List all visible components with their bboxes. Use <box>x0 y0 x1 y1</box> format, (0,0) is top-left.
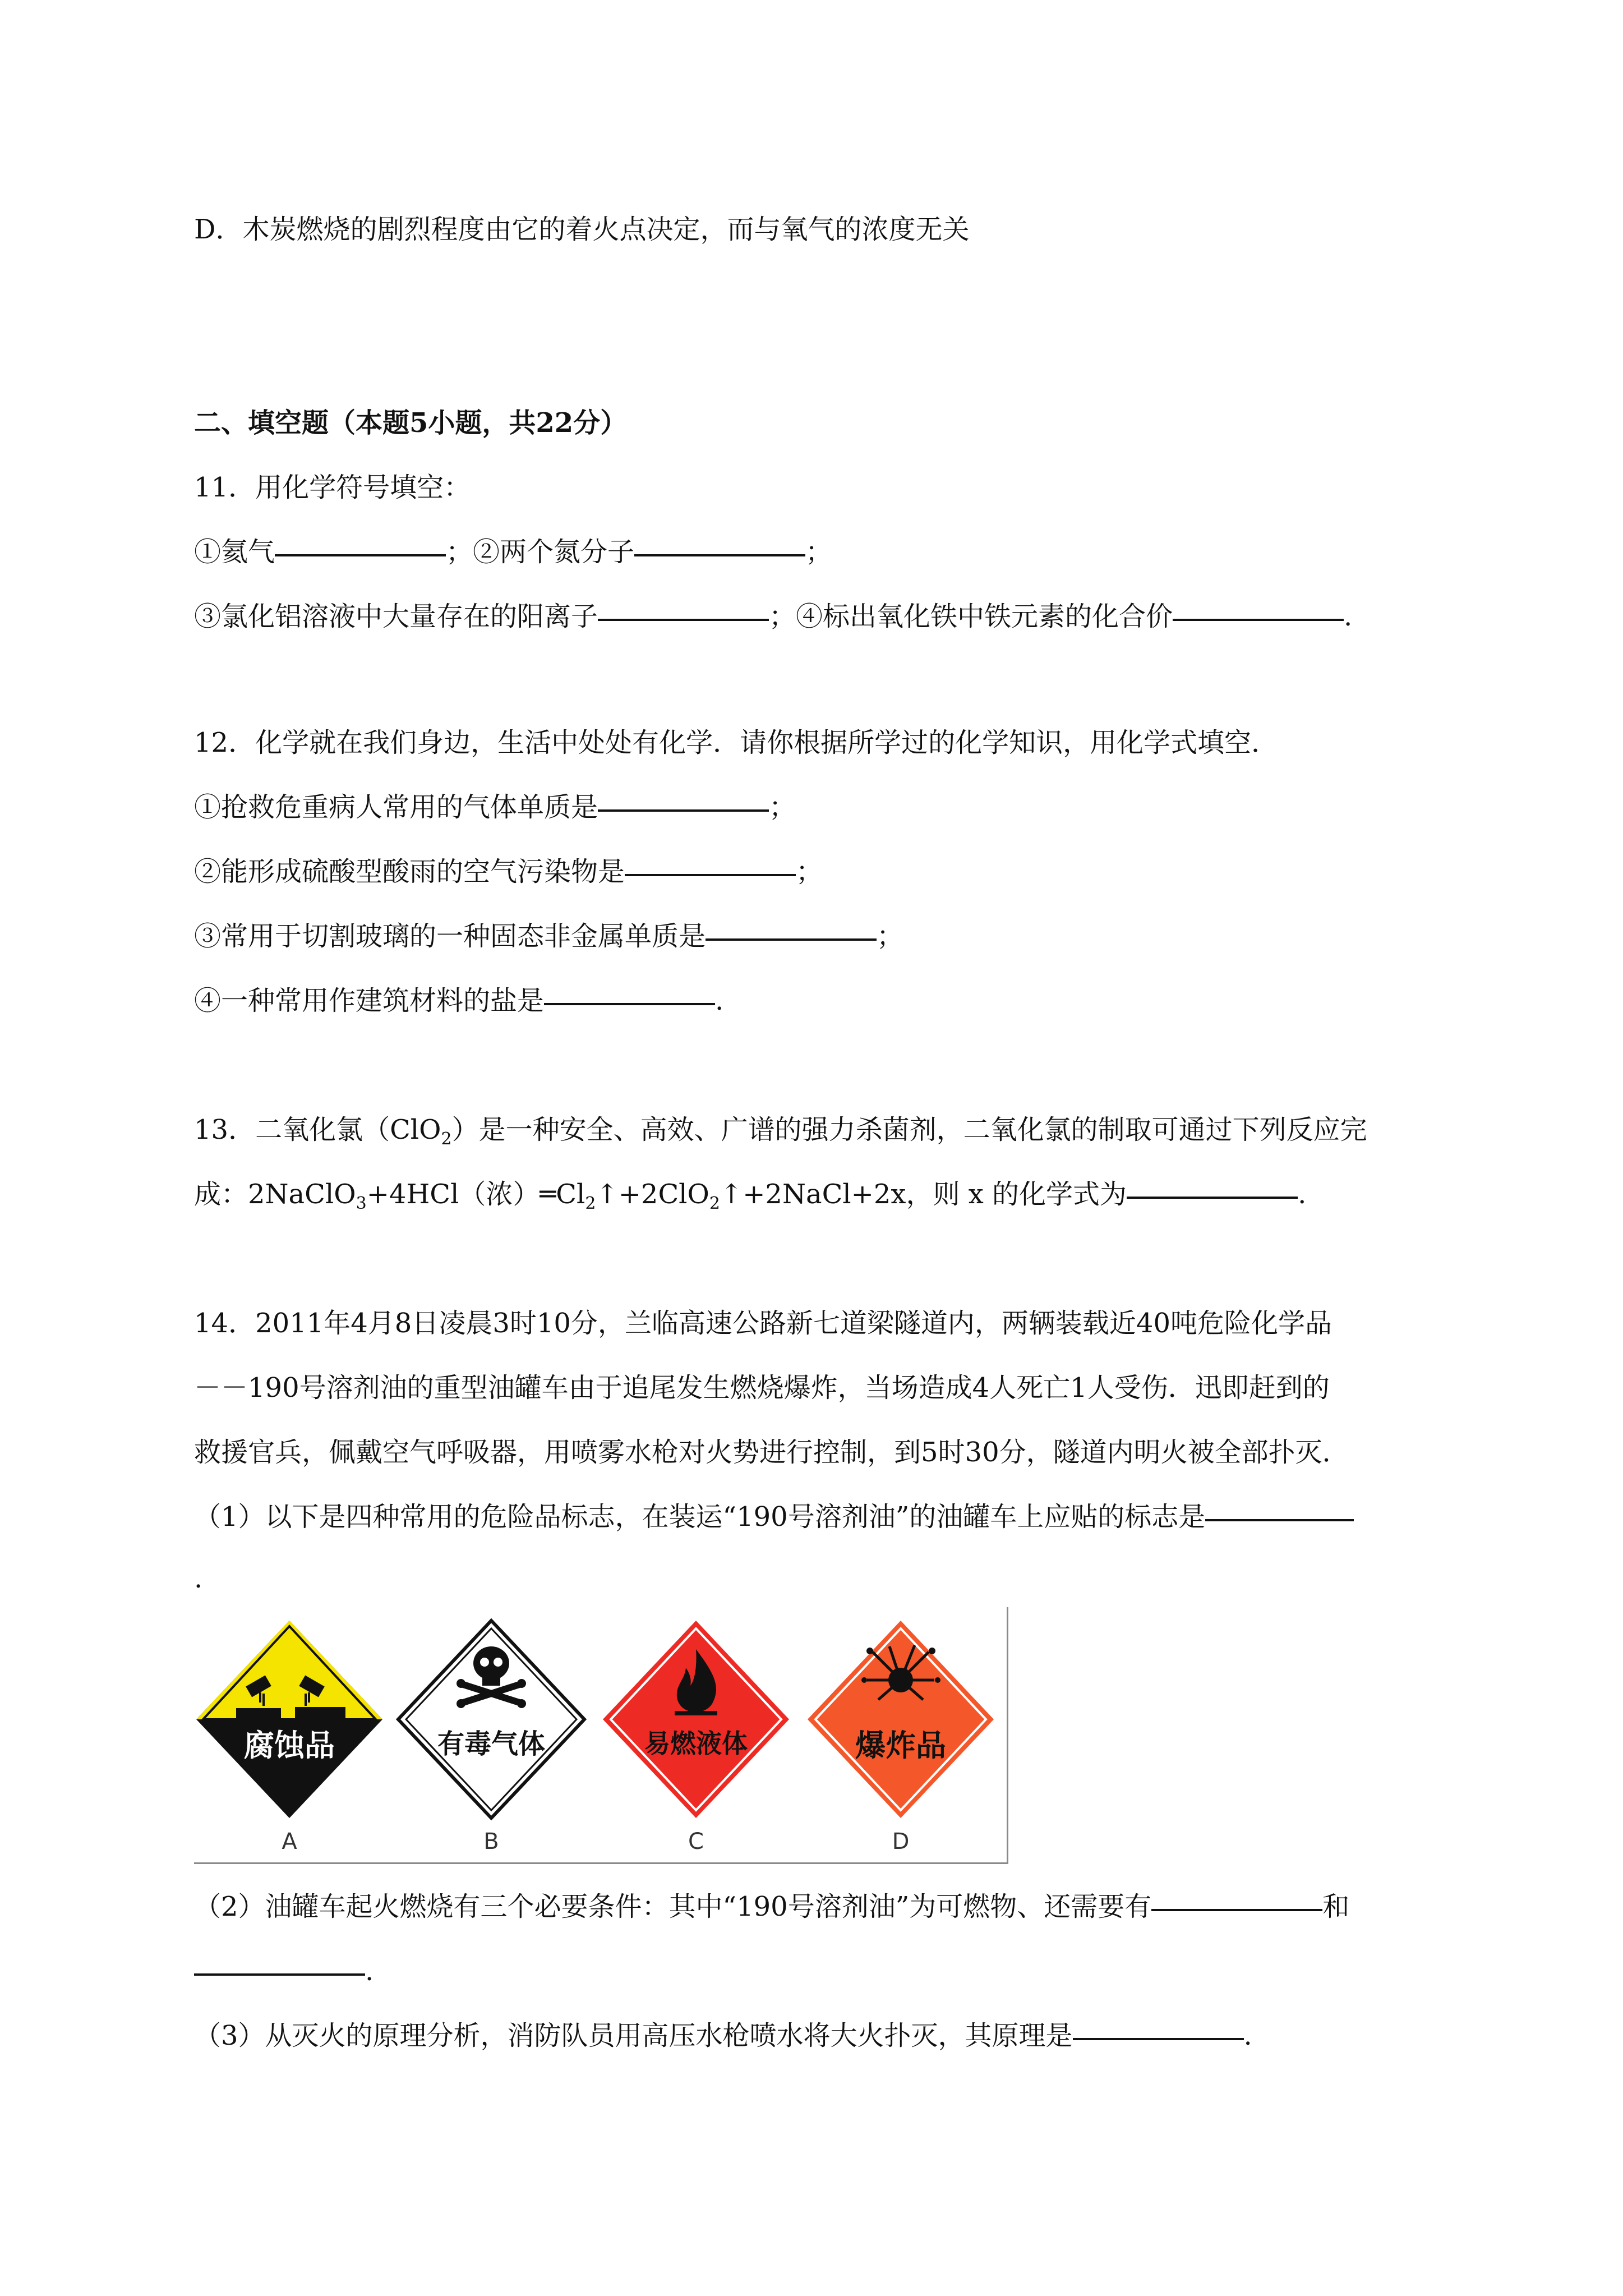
explosion-icon <box>805 1618 996 1820</box>
sign-b-toxic-gas[interactable] <box>396 1618 587 1855</box>
q12-item4: ④一种常用作建筑材料的盐是 . <box>194 985 724 1016</box>
q14-sub2: （2）油罐车起火燃烧有三个必要条件：其中“190号溶剂油”为可燃物、还需要有 和 <box>194 1891 1350 1922</box>
sign-d-letter: D <box>892 1829 910 1855</box>
q14-paragraph-line1: 14．2011年4月8日凌晨3时10分，兰临高速公路新七道梁隧道内，两辆装载近40吨危险化学品 <box>194 1308 1332 1339</box>
q12-item3: ③常用于切割玻璃的一种固态非金属单质是 ； <box>194 921 904 952</box>
q12-item1: ①抢救危重病人常用的气体单质是 ； <box>194 792 796 823</box>
answer-blank[interactable] <box>706 938 877 941</box>
answer-blank[interactable] <box>598 809 769 812</box>
q11-stem: 11．用化学符号填空： <box>194 472 471 503</box>
q14-sub2-end: . <box>194 1958 374 1985</box>
skull-crossbones-icon <box>396 1618 587 1820</box>
q14-sub1-end: . <box>194 1563 203 1594</box>
q14-paragraph-line3: 救援官兵，佩戴空气呼吸器，用喷雾水枪对火势进行控制，到5时30分，隧道内明火被全部扑灭． <box>194 1437 1349 1468</box>
sign-c-label: 易燃液体 <box>644 1728 748 1759</box>
sign-c-flammable-liquid[interactable] <box>601 1618 791 1855</box>
sign-a-label: 腐蚀品 <box>244 1728 335 1763</box>
answer-blank[interactable] <box>1151 1908 1322 1911</box>
q14-paragraph-line2: －－190号溶剂油的重型油罐车由于追尾发生燃烧爆炸，当场造成4人死亡1人受伤．迅即赶到的 <box>194 1372 1330 1404</box>
answer-blank[interactable] <box>1205 1519 1354 1521</box>
q12-item2: ②能形成硫酸型酸雨的空气污染物是 ； <box>194 856 823 887</box>
sign-a-letter: A <box>282 1829 297 1855</box>
answer-blank[interactable] <box>275 554 446 556</box>
q14-sub3: （3）从灭火的原理分析，消防队员用高压水枪喷水将大火扑灭，其原理是 . <box>194 2020 1252 2051</box>
answer-blank[interactable] <box>194 1973 365 1976</box>
q14-sub1: （1）以下是四种常用的危险品标志，在装运“190号溶剂油”的油罐车上应贴的标志是 <box>194 1503 1354 1530</box>
q11-line1: ①氦气 ；②两个氮分子 ； <box>194 536 833 568</box>
section-heading: 二、填空题（本题5小题，共22分） <box>194 407 628 439</box>
sign-c-letter: C <box>688 1829 704 1855</box>
sign-b-label: 有毒气体 <box>437 1728 545 1760</box>
q13-line1: 13．二氧化氯（ClO$_2$）是一种安全、高效、广谱的强力杀菌剂，二氧化氯的制取可通过下列反应完 <box>194 1114 1367 1149</box>
answer-blank[interactable] <box>634 554 805 556</box>
sign-a-corrosive[interactable] <box>194 1618 385 1855</box>
corrosive-icon <box>194 1618 385 1820</box>
answer-blank[interactable] <box>544 1002 715 1005</box>
hazard-signs-figure <box>194 1607 1012 1868</box>
answer-blank[interactable] <box>1073 2037 1244 2040</box>
sign-d-explosive[interactable] <box>805 1618 996 1855</box>
sign-d-label: 爆炸品 <box>855 1728 946 1763</box>
q13-line2: 成：2NaClO$_3$+4HCl（浓）$═Cl_2↑+2ClO_2↑+2NaCl+2x$，则 x 的化学式为 . <box>194 1179 1307 1213</box>
q12-stem: 12．化学就在我们身边，生活中处处有化学．请你根据所学过的化学知识，用化学式填空． <box>194 727 1279 758</box>
option-d: D．木炭燃烧的剧烈程度由它的着火点决定，而与氧气的浓度无关 <box>194 214 970 245</box>
answer-blank[interactable] <box>1173 618 1344 621</box>
flame-icon <box>601 1618 791 1820</box>
answer-blank[interactable] <box>598 618 769 621</box>
answer-blank[interactable] <box>1127 1196 1298 1199</box>
sign-b-letter: B <box>483 1829 499 1855</box>
q11-line2: ③氯化铝溶液中大量存在的阳离子 ；④标出氧化铁中铁元素的化合价 . <box>194 601 1353 632</box>
answer-blank[interactable] <box>625 873 796 876</box>
